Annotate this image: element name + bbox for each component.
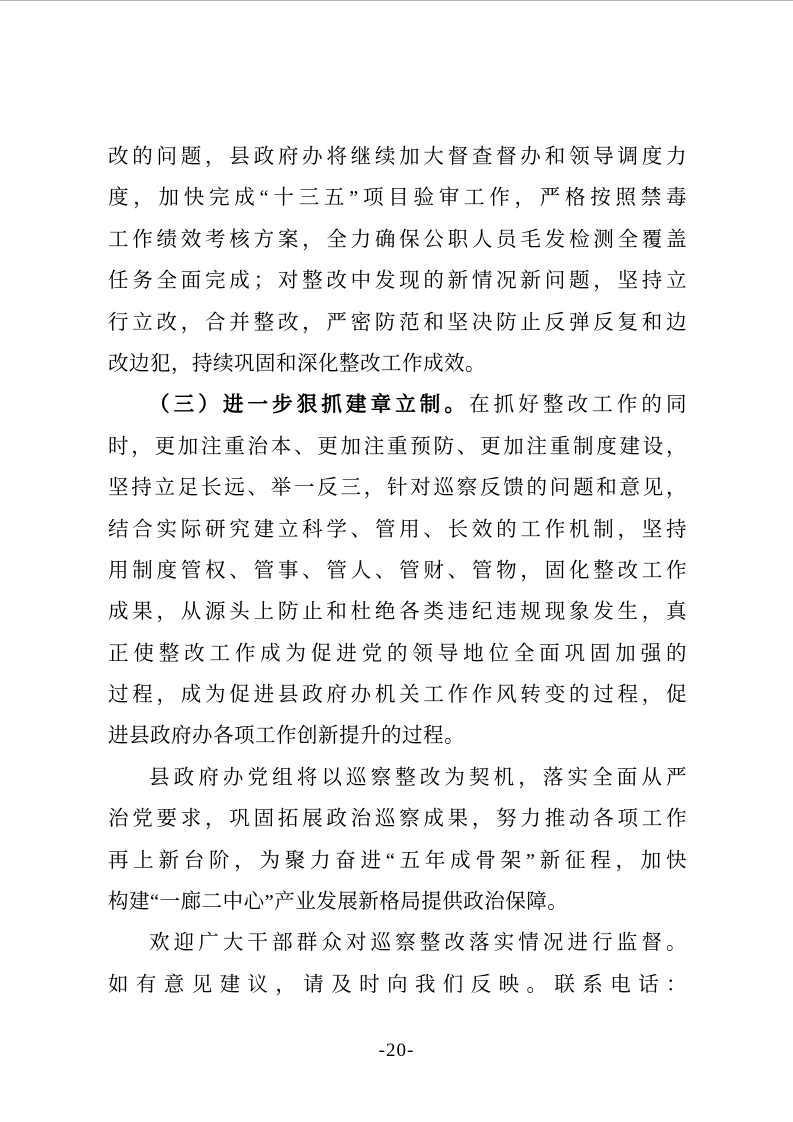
text-line: 正使整改工作成为促进党的领导地位全面巩固加强的 (108, 642, 687, 665)
scan-edge-artifact (0, 0, 793, 1)
page-number: -20- (378, 1040, 415, 1061)
text-line: 改边犯，持续巩固和深化整改工作成效。 (108, 352, 486, 375)
text-line: 改的问题，县政府办将继续加大督查督办和领导调度力 (108, 146, 687, 168)
section-heading: （三）进一步狠抓建章立制。 (149, 394, 470, 417)
text-line: 时，更加注重治本、更加注重预防、更加注重制度建设， (108, 435, 687, 458)
text-line: 坚持立足长远、举一反三，针对巡察反馈的问题和意见， (108, 477, 687, 500)
document-body (108, 137, 687, 1006)
heading-line-rest: 在抓好整改工作的同 (469, 394, 687, 417)
text-line: 度，加快完成“十三五”项目验审工作，严格按照禁毒 (108, 187, 687, 210)
text-line: 欢迎广大干部群众对巡察整改落实情况进行监督。 (149, 932, 687, 955)
text-line: 构建“一廊二中心”产业发展新格局提供政治保障。 (108, 891, 569, 914)
text-line: 用制度管权、管事、管人、管财、管物，固化整改工作 (108, 559, 687, 582)
text-line: 如有意见建议，请及时向我们反映。联系电话： (108, 973, 687, 996)
text-line: 再上新台阶，为聚力奋进“五年成骨架”新征程，加快 (108, 849, 687, 872)
text-line: 过程，成为促进县政府办机关工作作风转变的过程，促 (108, 684, 687, 707)
text-line: 任务全面完成；对整改中发现的新情况新问题，坚持立 (108, 270, 687, 293)
text-line: 结合实际研究建立科学、管用、长效的工作机制，坚持 (108, 518, 687, 541)
text-line: 进县政府办各项工作创新提升的过程。 (108, 725, 465, 748)
text-line: 工作绩效考核方案，全力确保公职人员毛发检测全覆盖 (108, 228, 687, 251)
text-line: 县政府办党组将以巡察整改为契机，落实全面从严 (149, 766, 687, 789)
section-heading-line (108, 385, 687, 426)
text-line: 行立改，合并整改，严密防范和坚决防止反弹反复和边 (108, 311, 687, 334)
text-line: 治党要求，巩固拓展政治巡察成果，努力推动各项工作 (108, 808, 687, 831)
text-line: 成果，从源头上防止和杜绝各类违纪违规现象发生，真 (108, 601, 687, 624)
